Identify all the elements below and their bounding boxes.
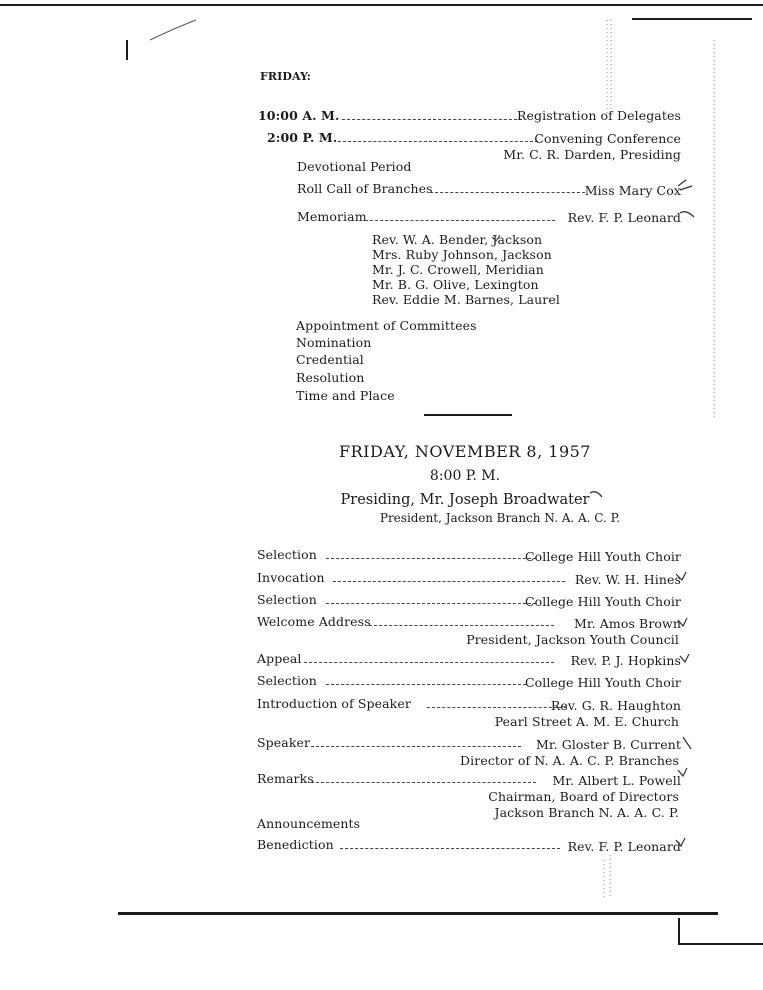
program-item: Appeal bbox=[257, 651, 302, 666]
program-person-title: Chairman, Board of Directors bbox=[488, 789, 679, 804]
committee-item: Credential bbox=[296, 352, 364, 367]
memoriam: Memoriam bbox=[297, 209, 367, 224]
memoriam-name: Mr. J. C. Crowell, Meridian bbox=[372, 262, 544, 277]
roll-call: Roll Call of Branches bbox=[297, 181, 433, 196]
program-person: College Hill Youth Choir bbox=[524, 675, 681, 690]
program-item: Welcome Address bbox=[257, 614, 371, 629]
program-item: Introduction of Speaker bbox=[257, 696, 411, 711]
committee-item: Appointment of Committees bbox=[296, 318, 477, 333]
evening-presiding: Presiding, Mr. Joseph Broadwater bbox=[340, 492, 590, 508]
program-item: Announcements bbox=[257, 816, 361, 831]
memoriam-by: Rev. F. P. Leonard bbox=[567, 210, 681, 225]
committee-item: Time and Place bbox=[296, 388, 395, 403]
program-person: College Hill Youth Choir bbox=[524, 594, 681, 609]
program-item: Selection bbox=[257, 592, 317, 607]
program-item: Benediction bbox=[257, 837, 334, 852]
program-person: Mr. Gloster B. Current bbox=[535, 737, 681, 752]
memoriam-name: Rev. W. A. Bender, Jackson bbox=[372, 232, 543, 247]
program-person: Rev. P. J. Hopkins bbox=[570, 653, 681, 668]
committee-item: Resolution bbox=[296, 370, 365, 385]
program-person: Rev. F. P. Leonard bbox=[567, 839, 681, 854]
program-item: Remarks bbox=[257, 771, 314, 786]
morning-presiding: Mr. C. R. Darden, Presiding bbox=[503, 147, 681, 162]
time-2pm: 2:00 P. M. bbox=[267, 130, 338, 145]
program-item: Speaker bbox=[257, 735, 311, 750]
program-person: Rev. W. H. Hines bbox=[574, 572, 681, 587]
program-person: Mr. Albert L. Powell bbox=[552, 773, 681, 788]
event-registration: Registration of Delegates bbox=[517, 108, 681, 123]
program-item: Selection bbox=[257, 673, 317, 688]
evening-time: 8:00 P. M. bbox=[429, 468, 501, 484]
event-convening: Convening Conference bbox=[534, 131, 681, 146]
friday-header: FRIDAY: bbox=[260, 70, 311, 83]
memoriam-name: Mr. B. G. Olive, Lexington bbox=[372, 277, 539, 292]
program-item: Invocation bbox=[257, 570, 325, 585]
time-10am: 10:00 A. M. bbox=[258, 108, 340, 123]
committee-item: Nomination bbox=[296, 335, 372, 350]
program-person: Mr. Amos Brown bbox=[574, 616, 681, 631]
evening-presiding-title: President, Jackson Branch N. A. A. C. P. bbox=[379, 511, 621, 525]
devotional-period: Devotional Period bbox=[297, 159, 412, 174]
memoriam-name: Mrs. Ruby Johnson, Jackson bbox=[372, 247, 552, 262]
memoriam-name: Rev. Eddie M. Barnes, Laurel bbox=[372, 292, 560, 307]
program-person-title: Pearl Street A. M. E. Church bbox=[494, 714, 679, 729]
program-item: Selection bbox=[257, 547, 317, 562]
program-person-title: Jackson Branch N. A. A. C. P. bbox=[494, 805, 679, 820]
program-person: Rev. G. R. Haughton bbox=[550, 698, 681, 713]
program-person: College Hill Youth Choir bbox=[524, 549, 681, 564]
program-person-title: President, Jackson Youth Council bbox=[466, 632, 679, 647]
evening-date: FRIDAY, NOVEMBER 8, 1957 bbox=[339, 442, 591, 461]
program-person-title: Director of N. A. A. C. P. Branches bbox=[460, 753, 679, 768]
roll-call-by: Miss Mary Cox bbox=[584, 183, 681, 198]
